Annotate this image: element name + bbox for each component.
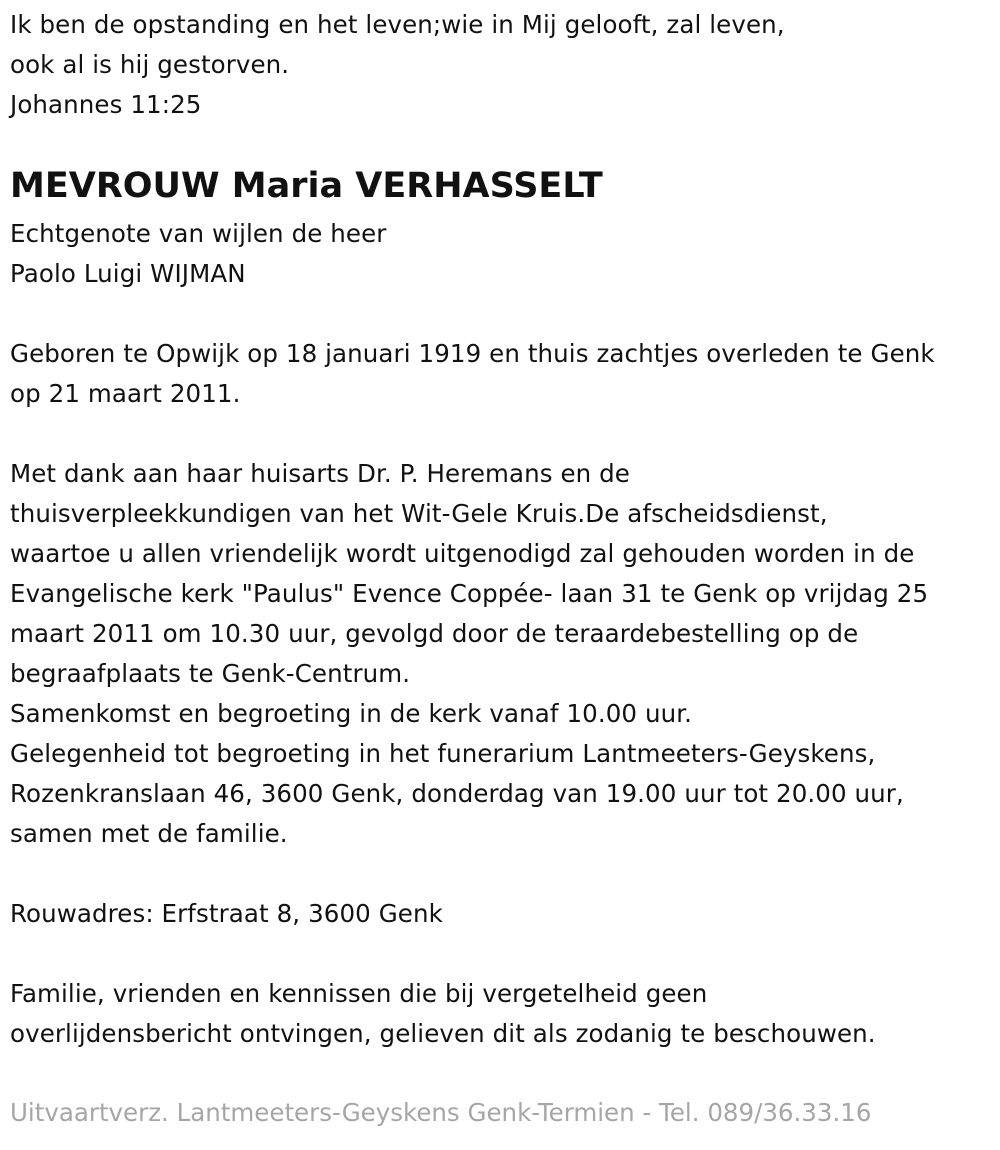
service-block (10, 454, 928, 854)
service-line: maart 2011 om 10.30 uur, gevolgd door de teraardebestelling op de (10, 619, 859, 648)
service-line: Rozenkranslaan 46, 3600 Genk, donderdag van 19.00 uur tot 20.00 uur, (10, 779, 904, 808)
birth-death-line: op 21 maart 2011. (10, 379, 241, 408)
spouse-line: Echtgenote van wijlen de heer (10, 219, 387, 248)
spouse-name: Paolo Luigi WIJMAN (10, 259, 246, 288)
verse-line: Ik ben de opstanding en het leven;wie in Mij gelooft, zal leven, (10, 10, 785, 39)
service-line: Gelegenheid tot begroeting in het funerarium Lantmeeters-Geyskens, (10, 739, 876, 768)
service-line: waartoe u allen vriendelijk wordt uitgenodigd zal gehouden worden in de (10, 539, 915, 568)
mourning-address (10, 894, 443, 934)
service-line: Evangelische kerk "Paulus" Evence Coppée- laan 31 te Genk op vrijdag 25 (10, 579, 929, 608)
notice-line: Familie, vrienden en kennissen die bij vergetelheid geen (10, 979, 708, 1008)
spouse-block (10, 214, 386, 294)
birth-death-line: Geboren te Opwijk op 18 januari 1919 en thuis zachtjes overleden te Genk (10, 339, 935, 368)
deceased-name: MEVROUW Maria VERHASSELT (10, 166, 603, 206)
service-line: Met dank aan haar huisarts Dr. P. Heremans en de (10, 459, 630, 488)
verse-line: ook al is hij gestorven. (10, 50, 290, 79)
bible-verse (10, 5, 785, 125)
service-line: Samenkomst en begroeting in de kerk vanaf 10.00 uur. (10, 699, 693, 728)
mourning-address-text: Rouwadres: Erfstraat 8, 3600 Genk (10, 899, 443, 928)
service-line: samen met de familie. (10, 819, 288, 848)
notice-line: overlijdensbericht ontvingen, gelieven dit als zodanig te beschouwen. (10, 1019, 876, 1048)
funeral-home-footer: Uitvaartverz. Lantmeeters-Geyskens Genk-Termien - Tel. 089/36.33.16 (10, 1098, 872, 1127)
service-line: begraafplaats te Genk-Centrum. (10, 659, 411, 688)
service-line: thuisverpleekkundigen van het Wit-Gele Kruis.De afscheidsdienst, (10, 499, 828, 528)
notice-block (10, 974, 876, 1054)
birth-death-block (10, 334, 935, 414)
verse-reference: Johannes 11:25 (10, 90, 202, 119)
